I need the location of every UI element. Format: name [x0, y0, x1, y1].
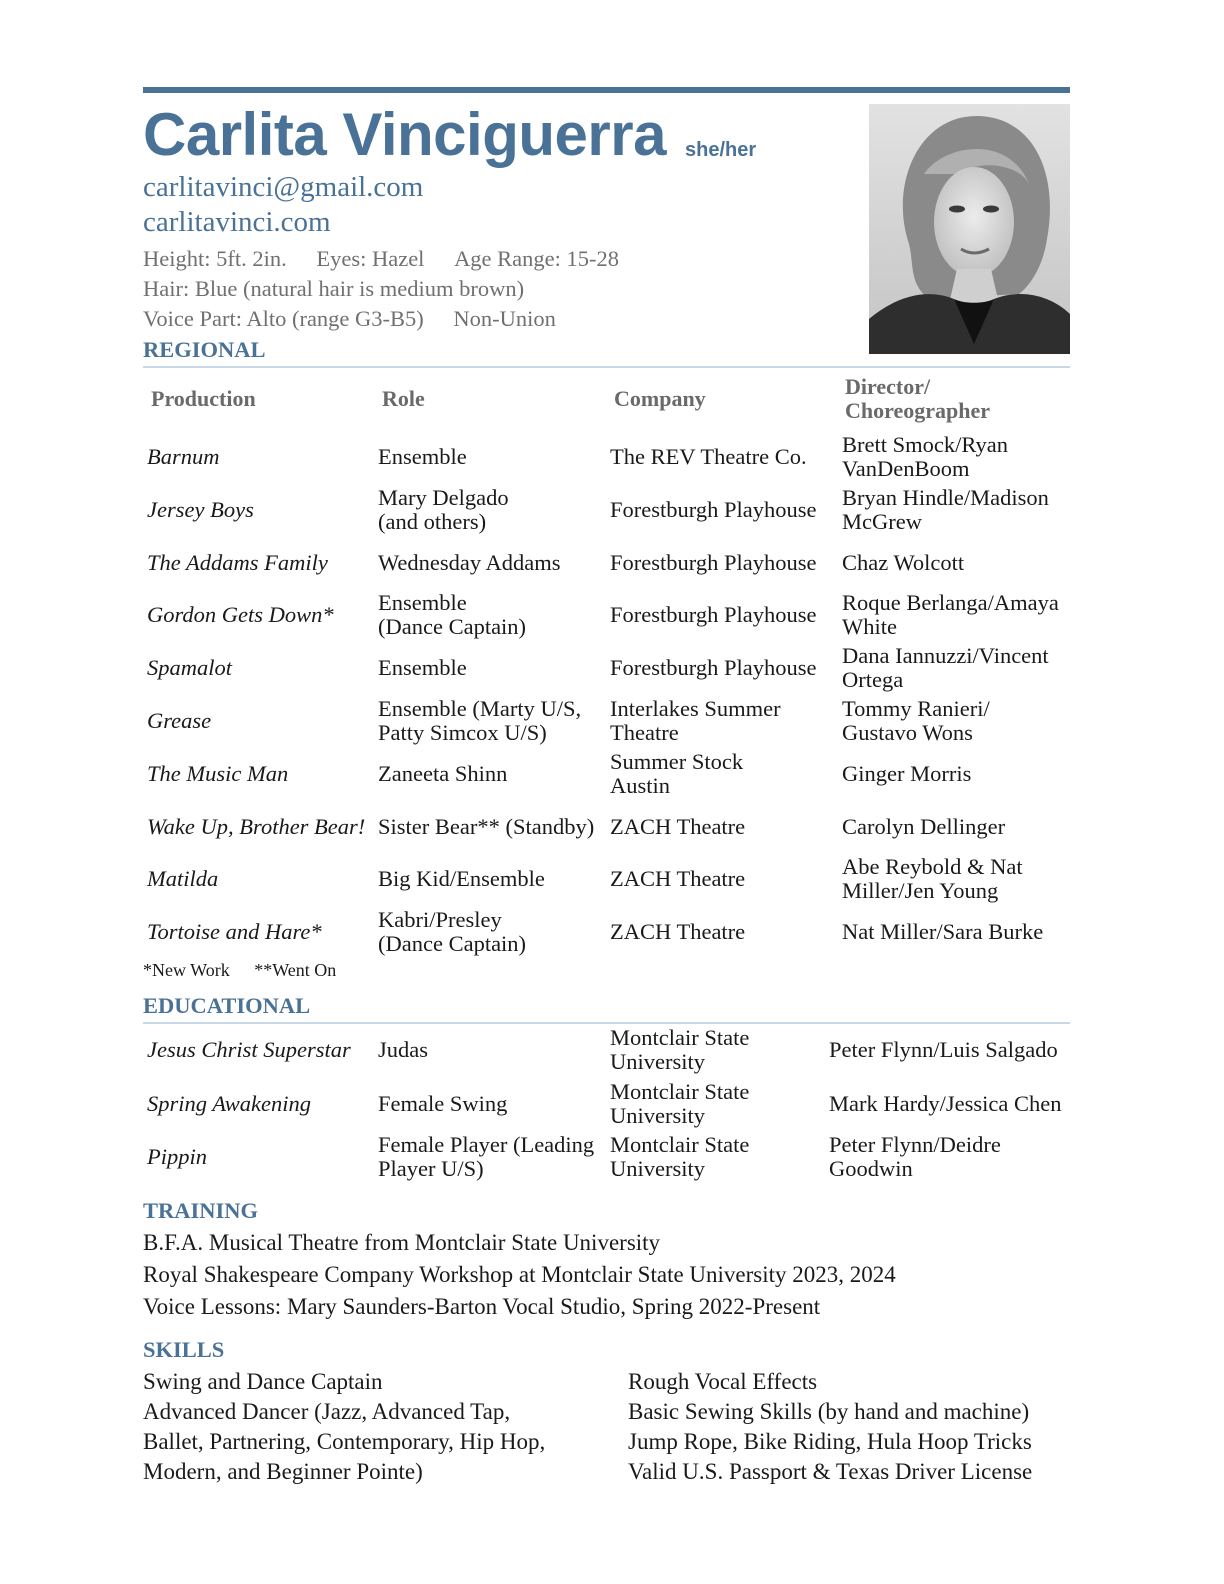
company-cell	[610, 1133, 749, 1181]
role-cell	[378, 1038, 428, 1062]
actor-name: Carlita Vinciguerra	[143, 101, 666, 168]
role-cell-line: Patty Simcox U/S)	[378, 720, 547, 745]
company-cell-line: Montclair State	[610, 1078, 750, 1104]
role-cell-line: Female Player (Leading	[378, 1132, 595, 1157]
director-cell-line: Roque Berlanga/Amaya	[842, 590, 1059, 616]
pronouns: she/her	[685, 139, 757, 161]
role-cell-line: Zaneeta Shinn	[378, 760, 508, 786]
email-link[interactable]: carlitavinci@gmail.com	[143, 171, 424, 203]
union-status: Non-Union	[453, 306, 556, 331]
company-cell-line: Theatre	[610, 720, 679, 745]
director-cell-line: Mark Hardy/Jessica Chen	[829, 1090, 1062, 1116]
director-cell-line: McGrew	[842, 508, 922, 534]
director-cell-line: Peter Flynn/Luis Salgado	[829, 1037, 1058, 1062]
production-cell: Jersey Boys	[147, 496, 254, 522]
website-link[interactable]: carlitavinci.com	[143, 206, 331, 238]
eyes: Eyes: Hazel	[316, 246, 425, 271]
role-cell	[378, 697, 581, 745]
company-cell-line: Austin	[610, 772, 671, 798]
director-cell	[829, 1092, 1061, 1116]
role-cell-line: Ensemble (Marty U/S,	[378, 696, 582, 721]
skills-right-column	[628, 1367, 1032, 1487]
company-cell	[610, 1026, 749, 1074]
skill-item: Valid U.S. Passport & Texas Driver License	[628, 1459, 1033, 1484]
director-cell-line: Peter Flynn/Deidre	[829, 1132, 1001, 1157]
section-rule	[143, 1022, 1070, 1024]
company-cell-line: The REV Theatre Co.	[610, 444, 807, 469]
company-cell	[610, 750, 743, 798]
director-cell-line: Brett Smock/Ryan	[842, 432, 1008, 457]
role-cell	[378, 656, 467, 680]
skill-item: Advanced Dancer (Jazz, Advanced Tap,	[143, 1399, 511, 1424]
col-header-production: Production	[151, 386, 256, 411]
director-cell-line: Nat Miller/Sara Burke	[842, 919, 1044, 945]
director-cell	[842, 486, 1049, 534]
section-skills: SKILLS	[143, 1337, 225, 1362]
col-header-director	[845, 375, 990, 423]
skill-item: Modern, and Beginner Pointe)	[143, 1459, 423, 1484]
company-cell-line: Forestburgh Playhouse	[610, 602, 817, 628]
role-cell	[378, 1133, 594, 1181]
headshot-photo	[869, 104, 1070, 354]
section-educational: EDUCATIONAL	[143, 993, 311, 1018]
production-cell: Matilda	[147, 866, 219, 892]
director-cell-line: White	[842, 614, 897, 640]
height: Height: 5ft. 2in.	[143, 246, 287, 271]
skill-item: Jump Rope, Bike Riding, Hula Hoop Tricks	[628, 1429, 1032, 1454]
director-cell-line: Goodwin	[829, 1156, 913, 1181]
voice-info	[143, 306, 556, 332]
company-cell-line: ZACH Theatre	[610, 866, 746, 892]
role-cell-line: (Dance Captain)	[378, 614, 527, 640]
company-cell-line: University	[610, 1049, 705, 1074]
director-cell	[842, 644, 1049, 692]
company-cell	[610, 656, 816, 680]
role-cell	[378, 551, 561, 575]
role-cell	[378, 445, 467, 469]
company-cell	[610, 1080, 749, 1128]
role-cell-line: Wednesday Addams	[378, 549, 561, 575]
footnote-new-work: *New Work	[143, 960, 230, 980]
director-cell-line: Ortega	[842, 667, 904, 693]
role-cell	[378, 867, 545, 891]
age-range: Age Range: 15-28	[454, 246, 620, 271]
role-cell-line: Big Kid/Ensemble	[378, 866, 545, 892]
director-cell	[842, 855, 1023, 903]
company-cell-line: Forestburgh Playhouse	[610, 496, 817, 522]
director-cell	[842, 551, 964, 575]
role-cell	[378, 486, 509, 534]
role-cell-line: Judas	[378, 1037, 428, 1062]
training-item: B.F.A. Musical Theatre from Montclair State University	[143, 1230, 661, 1255]
footnote-went-on: **Went On	[254, 960, 337, 980]
production-cell: Gordon Gets Down*	[147, 602, 334, 628]
company-cell	[610, 551, 816, 575]
company-cell	[610, 603, 816, 627]
company-cell-line: Interlakes Summer	[610, 696, 781, 721]
director-cell	[842, 433, 1008, 481]
skill-item: Basic Sewing Skills (by hand and machine)	[628, 1399, 1030, 1424]
role-cell-line: Female Swing	[378, 1090, 508, 1116]
section-rule	[143, 366, 1070, 368]
company-cell	[610, 697, 781, 745]
company-cell	[610, 867, 745, 891]
director-cell	[842, 762, 971, 786]
director-cell-line: Ginger Morris	[842, 760, 972, 786]
production-cell: Grease	[147, 708, 212, 733]
director-cell-line: Tommy Ranieri/	[842, 696, 990, 721]
role-cell-line: (Dance Captain)	[378, 931, 527, 957]
role-cell-line: Mary Delgado	[378, 484, 509, 510]
director-cell-line: VanDenBoom	[842, 456, 970, 481]
director-cell	[842, 815, 1005, 839]
col-header-director-line: Director/	[845, 374, 931, 399]
role-cell-line: Sister Bear** (Standby)	[378, 813, 595, 839]
hair: Hair: Blue (natural hair is medium brown)	[143, 276, 525, 301]
company-cell	[610, 815, 745, 839]
role-cell-line: Ensemble	[378, 444, 467, 469]
role-cell-line: Kabri/Presley	[378, 907, 502, 933]
company-cell	[610, 445, 807, 469]
footnotes	[143, 960, 336, 981]
role-cell-line: Ensemble	[378, 655, 467, 681]
company-cell-line: Montclair State	[610, 1025, 750, 1050]
skills-left-column	[143, 1367, 545, 1487]
director-cell	[829, 1038, 1058, 1062]
director-cell	[842, 697, 990, 745]
col-header-director-line: Choreographer	[845, 398, 991, 423]
company-cell-line: Montclair State	[610, 1132, 750, 1157]
director-cell	[829, 1133, 1001, 1181]
company-cell	[610, 920, 745, 944]
col-header-company: Company	[614, 386, 706, 411]
company-cell-line: ZACH Theatre	[610, 813, 746, 839]
director-cell-line: Dana Iannuzzi/Vincent	[842, 643, 1049, 669]
section-training: TRAINING	[143, 1198, 259, 1223]
section-regional: REGIONAL	[143, 337, 266, 362]
company-cell-line: Forestburgh Playhouse	[610, 549, 817, 575]
company-cell	[610, 498, 816, 522]
production-cell: Pippin	[147, 1144, 207, 1169]
skill-item: Rough Vocal Effects	[628, 1369, 818, 1394]
production-cell: Spring Awakening	[147, 1090, 311, 1116]
production-cell: Barnum	[147, 444, 220, 469]
role-cell	[378, 908, 526, 956]
company-cell-line: ZACH Theatre	[610, 919, 746, 945]
director-cell	[842, 920, 1043, 944]
production-cell: Wake Up, Brother Bear!	[147, 813, 366, 839]
company-cell-line: University	[610, 1102, 705, 1128]
physical-stats	[143, 246, 619, 272]
role-cell	[378, 762, 507, 786]
company-cell-line: Forestburgh Playhouse	[610, 655, 817, 681]
director-cell	[842, 591, 1059, 639]
production-cell: The Addams Family	[147, 549, 328, 575]
role-cell-line: Player U/S)	[378, 1156, 484, 1181]
director-cell-line: Gustavo Wons	[842, 720, 973, 745]
role-cell	[378, 815, 594, 839]
skill-item: Swing and Dance Captain	[143, 1369, 383, 1394]
role-cell	[378, 1092, 507, 1116]
production-cell: Tortoise and Hare*	[147, 919, 322, 945]
director-cell-line: Carolyn Dellinger	[842, 813, 1006, 839]
production-cell: Spamalot	[147, 655, 233, 681]
role-cell-line: (and others)	[378, 508, 487, 534]
training-item: Royal Shakespeare Company Workshop at Montclair State University 2023, 2024	[143, 1262, 896, 1287]
col-header-role: Role	[382, 386, 425, 411]
director-cell-line: Abe Reybold & Nat	[842, 854, 1023, 880]
company-cell-line: Summer Stock	[610, 748, 744, 774]
production-cell: Jesus Christ Superstar	[147, 1037, 351, 1062]
voice-part: Voice Part: Alto (range G3-B5)	[143, 306, 424, 331]
role-cell-line: Ensemble	[378, 590, 467, 616]
production-cell: The Music Man	[147, 760, 289, 786]
skill-item: Ballet, Partnering, Contemporary, Hip Hop,	[143, 1429, 546, 1454]
director-cell-line: Chaz Wolcott	[842, 549, 965, 575]
company-cell-line: University	[610, 1156, 705, 1181]
training-item: Voice Lessons: Mary Saunders-Barton Vocal Studio, Spring 2022-Present	[143, 1294, 821, 1319]
header-rule	[143, 87, 1070, 93]
director-cell-line: Bryan Hindle/Madison	[842, 484, 1049, 510]
role-cell	[378, 591, 526, 639]
director-cell-line: Miller/Jen Young	[842, 878, 999, 904]
